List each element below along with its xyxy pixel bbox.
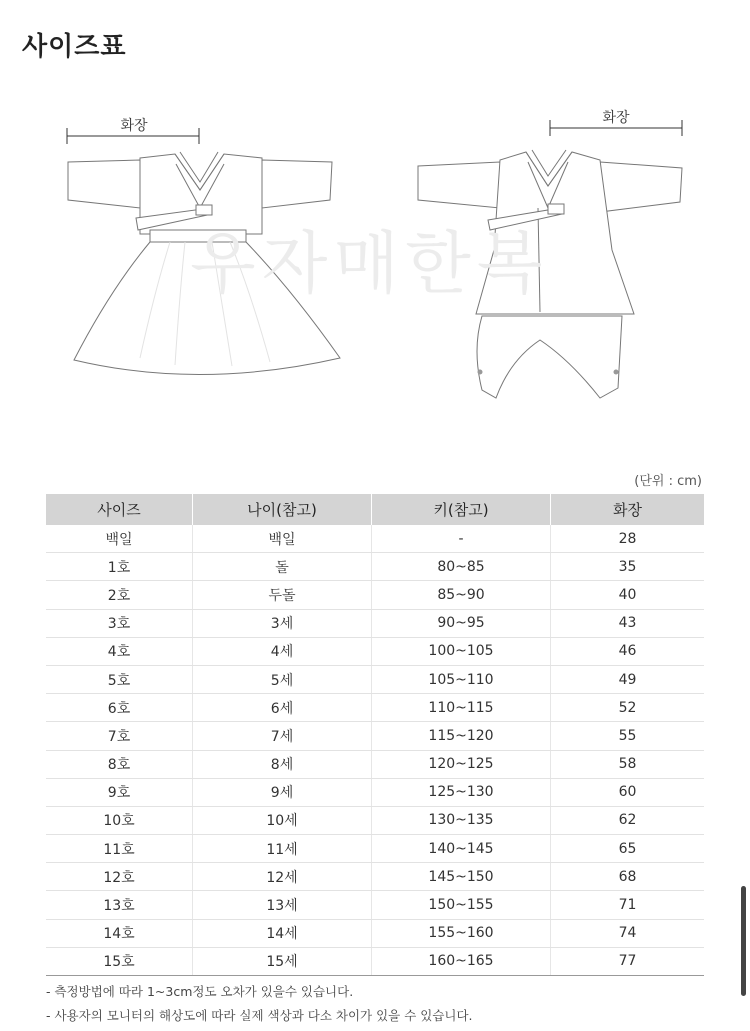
- table-cell: 5호: [46, 665, 193, 693]
- table-row: [46, 806, 704, 834]
- header-age: 나이(참고): [193, 494, 372, 525]
- header-height: 키(참고): [372, 494, 551, 525]
- table-row: [46, 637, 704, 665]
- table-cell: 12호: [46, 863, 193, 891]
- table-cell: 130~135: [372, 806, 551, 834]
- table-cell: 105~110: [372, 665, 551, 693]
- watermark: 우자매한복: [190, 225, 549, 304]
- table-cell: 49: [551, 665, 705, 693]
- table-cell: 58: [551, 750, 705, 778]
- hanbok-size-illustration: [0, 90, 750, 430]
- left-dim-label: 화장: [120, 118, 148, 134]
- table-cell: 90~95: [372, 609, 551, 637]
- table-cell: 3세: [193, 609, 372, 637]
- table-cell: 140~145: [372, 835, 551, 863]
- table-cell: 11세: [193, 835, 372, 863]
- table-row: [46, 947, 704, 975]
- table-cell: 4세: [193, 637, 372, 665]
- note-measurement: - 측정방법에 따라 1~3cm정도 오차가 있을수 있습니다.: [46, 984, 354, 999]
- table-cell: 7호: [46, 722, 193, 750]
- table-row: [46, 835, 704, 863]
- boy-hanbok-drawing: [418, 120, 682, 398]
- size-table-header: [46, 494, 704, 525]
- size-table-body: [46, 525, 704, 976]
- unit-label: (단위 : cm): [634, 474, 702, 489]
- table-cell: 8호: [46, 750, 193, 778]
- table-cell: 돌: [193, 553, 372, 581]
- table-cell: 46: [551, 637, 705, 665]
- table-cell: 43: [551, 609, 705, 637]
- table-row: [46, 722, 704, 750]
- table-cell: 85~90: [372, 581, 551, 609]
- table-row: [46, 553, 704, 581]
- table-cell: 150~155: [372, 891, 551, 919]
- table-cell: 110~115: [372, 694, 551, 722]
- table-cell: 55: [551, 722, 705, 750]
- table-cell: 35: [551, 553, 705, 581]
- table-cell: 2호: [46, 581, 193, 609]
- table-cell: 10호: [46, 806, 193, 834]
- table-cell: 15세: [193, 947, 372, 975]
- table-cell: 155~160: [372, 919, 551, 947]
- table-row: [46, 694, 704, 722]
- table-cell: 4호: [46, 637, 193, 665]
- page-title: 사이즈표: [22, 32, 127, 62]
- table-cell: 125~130: [372, 778, 551, 806]
- table-cell: 74: [551, 919, 705, 947]
- table-cell: 40: [551, 581, 705, 609]
- table-cell: 100~105: [372, 637, 551, 665]
- table-cell: 1호: [46, 553, 193, 581]
- table-cell: 14세: [193, 919, 372, 947]
- table-cell: 28: [551, 525, 705, 553]
- table-cell: 13세: [193, 891, 372, 919]
- girl-hanbok-drawing: [67, 128, 340, 375]
- table-cell: 8세: [193, 750, 372, 778]
- table-cell: 3호: [46, 609, 193, 637]
- table-cell: 11호: [46, 835, 193, 863]
- size-table: [46, 494, 704, 976]
- table-cell: 71: [551, 891, 705, 919]
- table-cell: 6호: [46, 694, 193, 722]
- table-cell: 두돌: [193, 581, 372, 609]
- table-cell: 145~150: [372, 863, 551, 891]
- table-row: [46, 919, 704, 947]
- table-row: [46, 863, 704, 891]
- table-cell: 14호: [46, 919, 193, 947]
- right-dim-label: 화장: [602, 110, 630, 126]
- table-cell: 5세: [193, 665, 372, 693]
- table-row: [46, 891, 704, 919]
- table-row: [46, 581, 704, 609]
- table-cell: 68: [551, 863, 705, 891]
- table-cell: 60: [551, 778, 705, 806]
- table-row: [46, 609, 704, 637]
- notes: [46, 980, 473, 1028]
- header-sleeve: 화장: [551, 494, 705, 525]
- table-cell: 115~120: [372, 722, 551, 750]
- scrollbar-thumb[interactable]: [741, 886, 746, 996]
- table-cell: 9호: [46, 778, 193, 806]
- table-cell: 62: [551, 806, 705, 834]
- table-cell: 77: [551, 947, 705, 975]
- header-size: 사이즈: [46, 494, 193, 525]
- table-cell: 10세: [193, 806, 372, 834]
- table-row: [46, 665, 704, 693]
- table-cell: 52: [551, 694, 705, 722]
- table-cell: 65: [551, 835, 705, 863]
- note-monitor: - 사용자의 모니터의 해상도에 따라 실제 색상과 다소 차이가 있을 수 있습니다.: [46, 1008, 473, 1023]
- table-row: [46, 778, 704, 806]
- table-cell: 80~85: [372, 553, 551, 581]
- table-cell: 6세: [193, 694, 372, 722]
- table-cell: 120~125: [372, 750, 551, 778]
- table-cell: 160~165: [372, 947, 551, 975]
- table-row: [46, 525, 704, 553]
- table-cell: -: [372, 525, 551, 553]
- table-row: [46, 750, 704, 778]
- table-cell: 7세: [193, 722, 372, 750]
- table-cell: 9세: [193, 778, 372, 806]
- table-cell: 백일: [193, 525, 372, 553]
- table-cell: 13호: [46, 891, 193, 919]
- table-cell: 15호: [46, 947, 193, 975]
- table-cell: 12세: [193, 863, 372, 891]
- table-cell: 백일: [46, 525, 193, 553]
